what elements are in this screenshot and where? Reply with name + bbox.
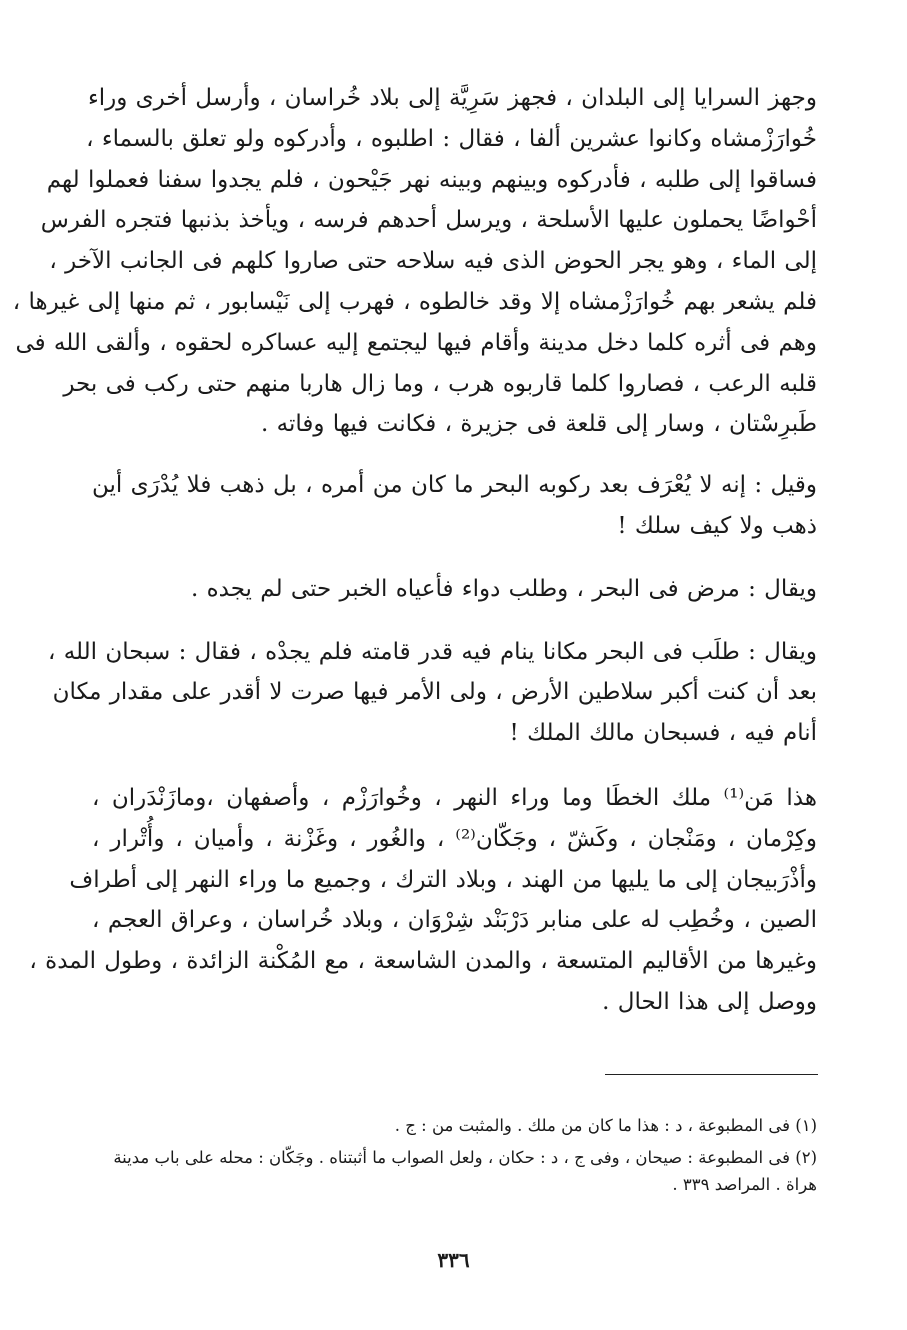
text-line: ووصل إلى هذا الحال . [602, 988, 817, 1015]
paragraph-4 [47, 632, 817, 754]
footnotes [92, 1112, 817, 1203]
text-line: وقيل : إنه لا يُعْرَف بعد ركوبه البحر ما كان من أمره ، بل ذهب فلا يُدْرَى أين [92, 472, 817, 499]
page-number: ٣٣٦ [437, 1248, 470, 1272]
text-line: فلم يشعر بهم خُوارَزْمشاه إلا وقد خالطوه ، فهرب إلى نَيْسابور ، ثم منها إلى غيرها ، [12, 288, 817, 315]
text-line: إلى الماء ، وهو يجر الحوض الذى فيه سلاحه حتى صاروا كلهم فى الجانب الآخر ، [49, 248, 817, 275]
text-line: هذا مَن⁽¹⁾ ملك الخطَا وما وراء النهر ، وخُوارَزْم ، وأصفهان ،ومازَنْدَران ، [92, 784, 817, 811]
text-line: فساقوا إلى طلبه ، فأدركوه وبينهم وبينه نهر جَيْحون ، فلم يجدوا سفنا فعملوا لهم [46, 166, 817, 193]
paragraph-3 [92, 569, 817, 610]
text-line: قلبه الرعب ، فصاروا كلما قاربوه هرب ، وما زال هاربا منهم حتى ركب فى بحر [63, 370, 817, 397]
text-line: ذهب ولا كيف سلك ! [617, 512, 817, 539]
text-line: أحْواضًا يحملون عليها الأسلحة ، ويرسل أحدهم فرسه ، ويأخذ بذنبها فتجره الفرس [40, 207, 817, 234]
footnote-line: (٢) فى المطبوعة : صيحان ، وفى ج ، د : حكان ، ولعل الصواب ما أثبتناه . وجَكّان : محله على باب مدينة [113, 1148, 817, 1167]
footnote-line: (١) فى المطبوعة ، د : هذا ما كان من ملك . والمثبت من : ج . [394, 1116, 817, 1135]
footnote-line: هراة . المراصد ٣٣٩ . [672, 1175, 817, 1194]
text-line: وغيرها من الأقاليم المتسعة ، والمدن الشاسعة ، مع المُكْنة الزائدة ، وطول المدة ، [29, 948, 817, 975]
text-line: وهم فى أثره كلما دخل مدينة وأقام فيها ليجتمع إليه عساكره لحقوه ، وألقى الله فى [15, 329, 817, 356]
footnote-2 [92, 1144, 817, 1198]
paragraph-1 [12, 78, 817, 445]
text-line: ويقال : مرض فى البحر ، وطلب دواء فأعياه الخبر حتى لم يجده . [190, 575, 817, 602]
text-line: الصين ، وخُطِب له على منابر دَرْبَنْد شِرْوَان ، وبلاد خُراسان ، وعراق العجم ، [92, 907, 817, 934]
paragraph-5 [29, 778, 817, 1023]
text-line: بعد أن كنت أكبر سلاطين الأرض ، ولى الأمر فيها صرت لا أقدر على مقدار مكان [52, 679, 817, 706]
footnote-1 [92, 1112, 817, 1139]
text-line: أنام فيه ، فسبحان مالك الملك ! [509, 720, 817, 747]
text-line: طَبرِسْتان ، وسار إلى قلعة فى جزيرة ، فكانت فيها وفاته . [260, 411, 817, 438]
text-line: وكِرْمان ، ومَنْجان ، وكَشّ ، وجَكّان⁽²⁾ ، والغُور ، وغَزْنة ، وأميان ، وأُتْرار ، [92, 825, 817, 852]
text-line: خُوارَزْمشاه وكانوا عشرين ألفا ، فقال : اطلبوه ، وأدركوه ولو تعلق بالسماء ، [86, 125, 817, 152]
footnote-divider [605, 1074, 818, 1075]
paragraph-2 [92, 465, 817, 547]
text-line: ويقال : طلَب فى البحر مكانا ينام فيه قدر قامته فلم يجدْه ، فقال : سبحان الله ، [47, 638, 817, 665]
main-text [12, 78, 817, 1023]
text-line: وجهز السرايا إلى البلدان ، فجهز سَرِيَّة إلى بلاد خُراسان ، وأرسل أخرى وراء [87, 85, 817, 111]
text-line: وأذْرَبيجان إلى ما يليها من الهند ، وبلاد الترك ، وجميع ما وراء النهر إلى أطراف [69, 866, 817, 893]
